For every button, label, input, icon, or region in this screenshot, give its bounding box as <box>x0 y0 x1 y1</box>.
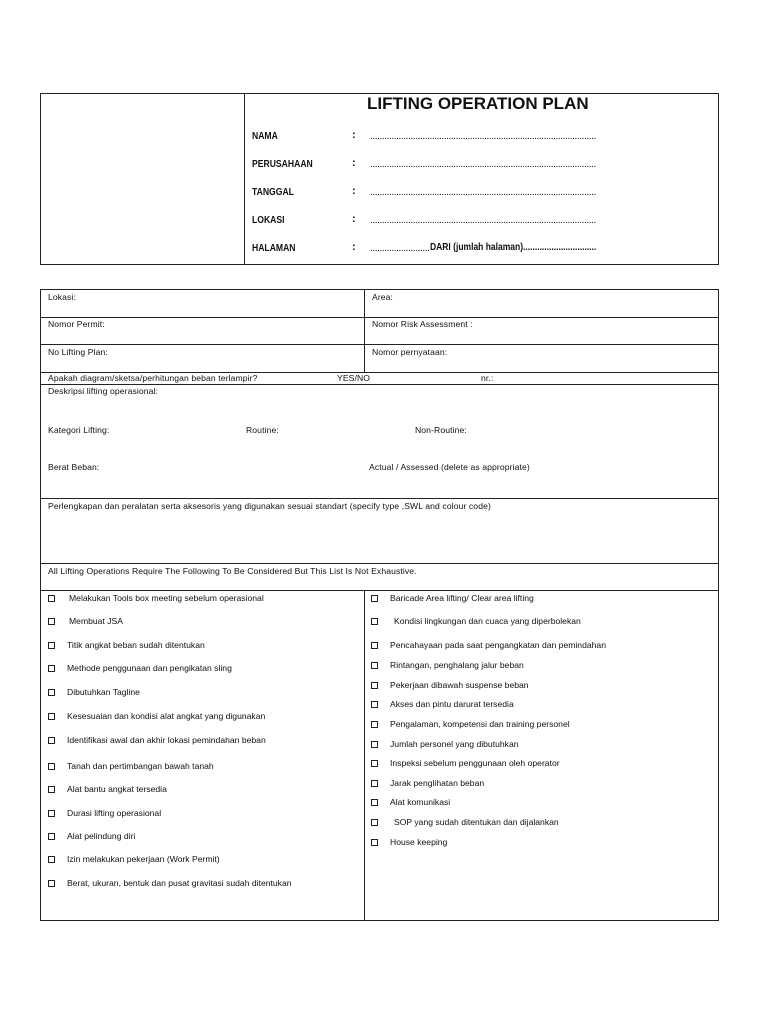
checklist-item[interactable] <box>48 808 161 818</box>
checklist-label: Identifikasi awal dan akhir lokasi pemindahan beban <box>67 735 266 745</box>
checklist-item[interactable] <box>48 663 232 673</box>
checklist-label: Jarak penglihatan beban <box>390 778 485 788</box>
checkbox[interactable] <box>371 799 378 806</box>
checklist-item[interactable] <box>48 687 140 697</box>
checklist-item[interactable] <box>48 711 265 721</box>
field-label: NAMA <box>252 130 278 142</box>
halaman-fill-line[interactable]: ......................... <box>370 243 430 254</box>
logo-area <box>41 94 244 264</box>
row-divider <box>40 498 719 499</box>
checklist-label: Baricade Area lifting/ Clear area lifting <box>390 593 534 603</box>
checklist-label: Akses dan pintu darurat tersedia <box>390 699 514 709</box>
checkbox[interactable] <box>48 810 55 817</box>
checklist-item[interactable] <box>48 878 292 888</box>
checklist-label: Membuat JSA <box>69 616 123 626</box>
checkbox[interactable] <box>371 662 378 669</box>
checkbox[interactable] <box>48 880 55 887</box>
checkbox[interactable] <box>371 839 378 846</box>
non-routine-option[interactable]: Non-Routine: <box>415 425 467 435</box>
field-colon: : <box>352 213 356 225</box>
checkbox[interactable] <box>371 618 378 625</box>
checklist-label: Durasi lifting operasional <box>67 808 162 818</box>
attachment-question: Apakah diagram/sketsa/perhitungan beban terlampir? <box>48 373 258 383</box>
checklist-label: Rintangan, penghalang jalur beban <box>390 660 524 670</box>
lokasi-fill-line[interactable]: ............................................................................................... <box>370 215 596 226</box>
field-colon: : <box>352 157 356 169</box>
checklist-label: Methode penggunaan dan pengikatan sling <box>67 663 232 673</box>
checkbox[interactable] <box>48 856 55 863</box>
checklist-item[interactable] <box>48 784 167 794</box>
checklist-item[interactable] <box>371 739 519 749</box>
field-colon: : <box>352 185 356 197</box>
checkbox[interactable] <box>48 737 55 744</box>
checklist-label: Inspeksi sebelum penggunaan oleh operator <box>390 758 560 768</box>
checkbox[interactable] <box>48 833 55 840</box>
checkbox[interactable] <box>48 713 55 720</box>
routine-option[interactable]: Routine: <box>246 425 279 435</box>
checkbox[interactable] <box>371 682 378 689</box>
checklist-item[interactable] <box>48 593 264 603</box>
checkbox[interactable] <box>48 595 55 602</box>
row-divider <box>40 344 719 345</box>
berat-beban-label[interactable]: Berat Beban: <box>48 462 100 472</box>
nomor-permit-label[interactable]: Nomor Permit: <box>48 319 105 329</box>
field-colon: : <box>352 129 356 141</box>
checklist-item[interactable] <box>371 778 484 788</box>
checklist-item[interactable] <box>371 797 450 807</box>
row-divider <box>40 590 719 591</box>
kategori-lifting-label: Kategori Lifting: <box>48 425 110 435</box>
checkbox[interactable] <box>48 689 55 696</box>
checklist-label: Pengalaman, kompetensi dan training personel <box>390 719 570 729</box>
checkbox[interactable] <box>48 786 55 793</box>
checkbox[interactable] <box>48 642 55 649</box>
row-divider <box>40 384 719 385</box>
field-label: PERUSAHAAN <box>252 158 313 170</box>
perusahaan-fill-line[interactable]: ............................................................................................... <box>370 159 596 170</box>
checklist-item[interactable] <box>371 817 559 827</box>
field-label: LOKASI <box>252 214 285 226</box>
nr-label[interactable]: nr.: <box>481 373 494 383</box>
checklist-item[interactable] <box>371 837 447 847</box>
nama-fill-line[interactable]: ............................................................................................... <box>370 131 596 142</box>
checklist-item[interactable] <box>371 593 534 603</box>
checkbox[interactable] <box>371 721 378 728</box>
nomor-pernyataan-label[interactable]: Nomor pernyataan: <box>372 347 448 357</box>
no-lifting-plan-label[interactable]: No Lifting Plan: <box>48 347 108 357</box>
checkbox[interactable] <box>48 618 55 625</box>
column-divider <box>364 590 365 921</box>
page-title: LIFTING OPERATION PLAN <box>367 94 589 113</box>
row-divider <box>40 563 719 564</box>
checkbox[interactable] <box>371 642 378 649</box>
area-label[interactable]: Area: <box>372 292 394 302</box>
tanggal-fill-line[interactable]: ............................................................................................... <box>370 187 596 198</box>
checklist-label: Tanah dan pertimbangan bawah tanah <box>67 761 214 771</box>
checklist-item[interactable] <box>371 699 514 709</box>
checkbox[interactable] <box>48 665 55 672</box>
checkbox[interactable] <box>371 595 378 602</box>
checklist-label: Berat, ukuran, bentuk dan pusat gravitasi sudah ditentukan <box>67 878 292 888</box>
checklist-item[interactable] <box>48 735 266 745</box>
checklist-item[interactable] <box>48 831 135 841</box>
checklist-item[interactable] <box>371 660 524 670</box>
field-colon: : <box>352 241 356 253</box>
checkbox[interactable] <box>371 741 378 748</box>
checklist-label: Jumlah personel yang dibutuhkan <box>390 739 519 749</box>
checklist-item[interactable] <box>48 640 205 650</box>
checklist-item[interactable] <box>48 854 220 864</box>
checklist-label: Izin melakukan pekerjaan (Work Permit) <box>67 854 220 864</box>
checklist-item[interactable] <box>371 680 529 690</box>
checklist-label: Melakukan Tools box meeting sebelum operasional <box>69 593 264 603</box>
checklist-label: Dibutuhkan Tagline <box>67 687 140 697</box>
yes-no-option[interactable]: YES/NO <box>337 373 371 383</box>
checklist-item[interactable] <box>371 640 606 650</box>
header-divider <box>244 93 245 265</box>
checkbox[interactable] <box>48 763 55 770</box>
halaman-dari-text[interactable]: DARI (jumlah halaman)............................... <box>430 242 597 253</box>
checklist-item[interactable] <box>48 761 214 771</box>
deskripsi-label[interactable]: Deskripsi lifting operasional: <box>48 386 158 396</box>
checklist-label: House keeping <box>390 837 448 847</box>
checklist-label: Alat pelindung diri <box>67 831 136 841</box>
all-lifting-note: All Lifting Operations Require The Following To Be Considered But This List Is Not Exhaustive. <box>48 566 417 576</box>
checklist-label: Pekerjaan dibawah suspense beban <box>390 680 529 690</box>
checklist-item[interactable] <box>371 758 560 768</box>
lokasi-label[interactable]: Lokasi: <box>48 292 76 302</box>
checklist-label: Titik angkat beban sudah ditentukan <box>67 640 205 650</box>
nomor-risk-assessment-label[interactable]: Nomor Risk Assessment : <box>372 319 473 329</box>
checkbox[interactable] <box>371 780 378 787</box>
checklist-item[interactable] <box>48 616 123 626</box>
checkbox[interactable] <box>371 701 378 708</box>
checklist-label: Alat komunikasi <box>390 797 451 807</box>
checklist-label: Alat bantu angkat tersedia <box>67 784 167 794</box>
checklist-label: Pencahayaan pada saat pengangkatan dan pemindahan <box>390 640 606 650</box>
field-label: TANGGAL <box>252 186 294 198</box>
column-divider <box>364 289 365 372</box>
checklist-label: Kesesuaian dan kondisi alat angkat yang digunakan <box>67 711 266 721</box>
checklist-label: SOP yang sudah ditentukan dan dijalankan <box>394 817 559 827</box>
checkbox[interactable] <box>371 760 378 767</box>
actual-assessed-option[interactable]: Actual / Assessed (delete as appropriate) <box>369 462 530 472</box>
checklist-label: Kondisi lingkungan dan cuaca yang diperbolekan <box>394 616 581 626</box>
checklist-item[interactable] <box>371 719 570 729</box>
checkbox[interactable] <box>371 819 378 826</box>
field-label: HALAMAN <box>252 242 296 254</box>
row-divider <box>40 317 719 318</box>
checklist-item[interactable] <box>371 616 581 626</box>
perlengkapan-label[interactable]: Perlengkapan dan peralatan serta aksesoris yang digunakan sesuai standart (specify type ,SWL and colour code) <box>48 501 491 511</box>
